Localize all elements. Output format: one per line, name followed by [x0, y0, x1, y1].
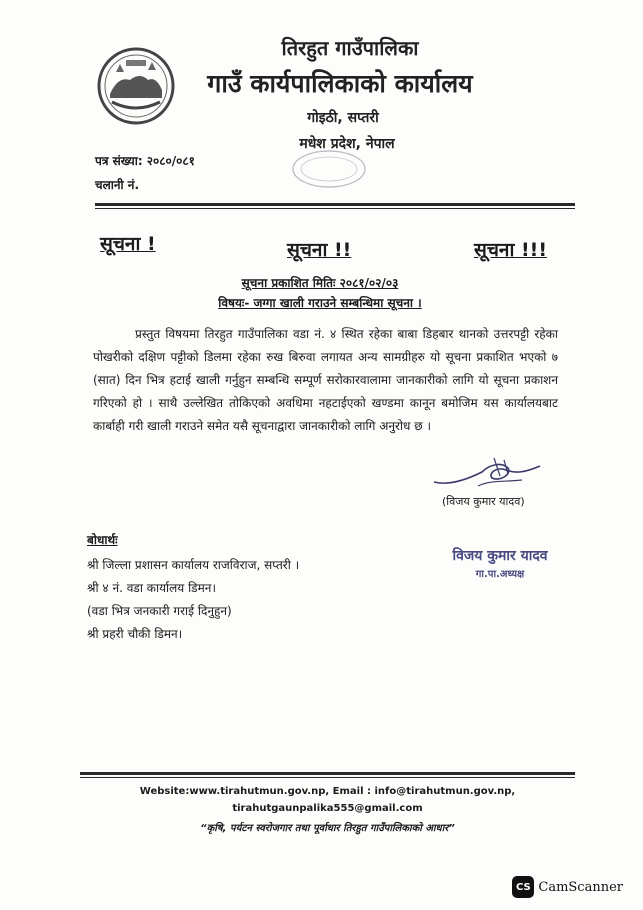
notice-title-3: सूचना !!! — [474, 239, 547, 261]
camscanner-watermark — [512, 876, 623, 898]
notice-subject: विषयः- जग्गा खाली गराउने सम्बन्धिमा सूचना । — [218, 296, 422, 310]
publish-date: सूचना प्रकाशित मितिः २०८१/०२/०३ — [241, 276, 399, 290]
office-stamp-seal — [290, 148, 368, 190]
notice-title-2: सूचना !! — [287, 239, 352, 261]
cc-item: श्री ४ नं. वडा कार्यालय डिमन। — [87, 581, 216, 595]
footer-email: tirahutgaunpalika555@gmail.com — [232, 803, 423, 814]
dispatch-number: चलानी नं. — [95, 178, 140, 192]
footer-divider-thin — [80, 777, 575, 778]
nepal-emblem-logo — [96, 46, 176, 126]
header-divider — [95, 203, 575, 206]
footer-motto: “कृषि, पर्यटन स्वरोजगार तथा पूर्वाधार तिरहुत गाउँपालिकाको आधार” — [200, 823, 455, 834]
footer-contact: Website:www.tirahutmun.gov.np, Email : info@tirahutmun.gov.np, — [139, 786, 516, 797]
signatory-stamp-name: विजय कुमार यादव — [452, 548, 548, 564]
cc-heading: बोधार्थः — [87, 533, 118, 547]
office-address: गोइठी, सप्तरी — [307, 110, 379, 126]
municipality-name: तिरहुत गाउँपालिका — [281, 36, 419, 60]
signatory-stamp-role: गा.पा.अध्यक्ष — [475, 569, 525, 580]
cc-item: श्री जिल्ला प्रशासन कार्यालय राजविराज, सप्तरी । — [87, 558, 300, 572]
notice-body: प्रस्तुत विषयमा तिरहुत गाउँपालिका वडा नं. ४ स्थित रहेका बाबा डिहबार थानको उत्तरपट्टी रहेका पोखरीको दक्षिण पट्टीको डिलमा रहेका रुख बिरुवा लगायत अन्य सामग्रीहरु यो सूचना प्रकाशित भएको ७ (सात) दिन भित्र हटाई खाली गर्नुहुन सम्बन्धि सम्पूर्ण सरोकारवालामा जानकारीको लागि यो सूचना प्रकाशन गरिएको हो । साथै उल्लेखित तोकिएको अवधिमा नहटाईएको खण्डमा कानून बमोजिम यस कार्यालयबाट कार्बाही गरी खाली गराउने समेत यसै सूचनाद्वारा जानकारीको लागि अनुरोध छ । — [93, 327, 558, 433]
letter-number: पत्र संख्या: २०८०/०८१ — [95, 154, 195, 168]
office-name: गाउँ कार्यपालिकाको कार्यालय — [207, 69, 473, 98]
signatory-name: (विजय कुमार यादव) — [442, 495, 525, 508]
camscanner-label: CamScanner — [538, 879, 623, 895]
handwritten-signature — [430, 452, 550, 494]
camscanner-icon: CS — [512, 876, 534, 898]
footer-divider — [80, 772, 575, 775]
notice-title-1: सूचना ! — [100, 233, 156, 255]
cc-item: (वडा भित्र जनकारी गराई दिनुहुन) — [87, 604, 232, 618]
header-divider-thin — [95, 208, 575, 209]
cc-item: श्री प्रहरी चौकी डिमन। — [87, 627, 183, 641]
province-country: मधेश प्रदेश, नेपाल — [299, 136, 395, 152]
